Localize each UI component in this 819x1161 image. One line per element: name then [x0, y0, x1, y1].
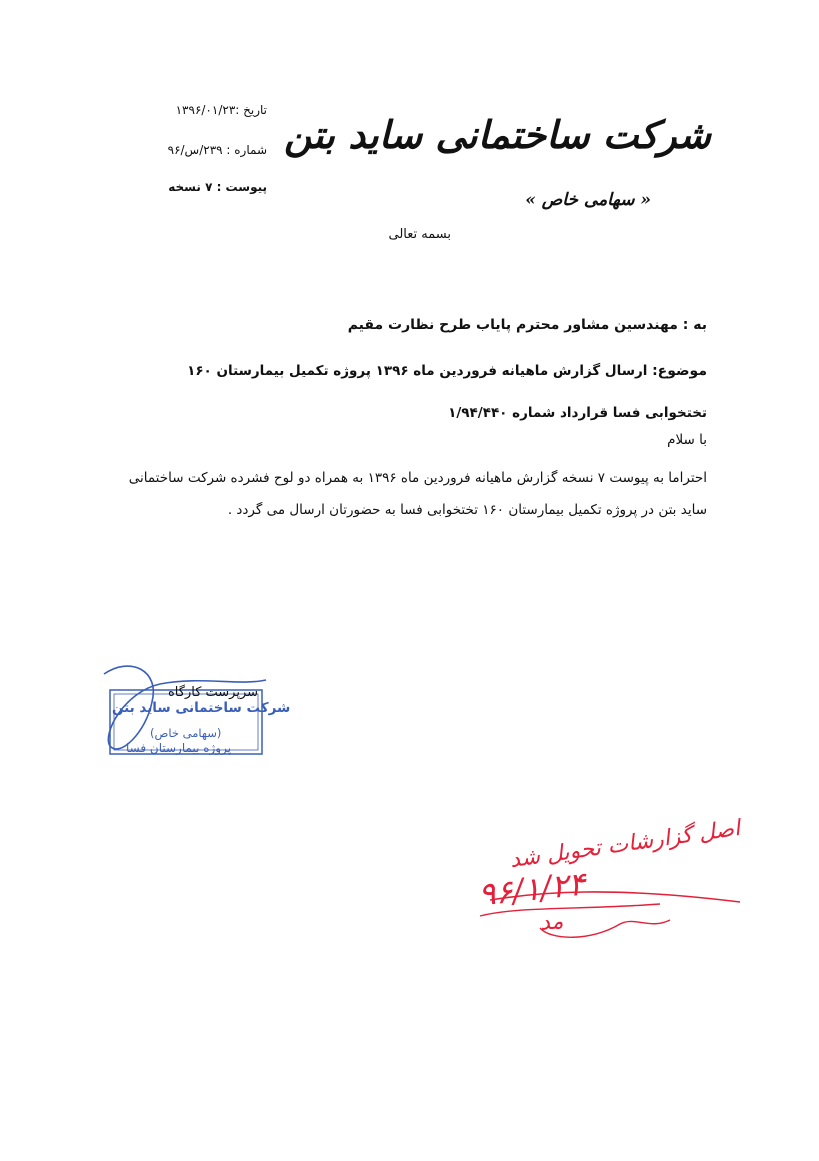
subject-text: ارسال گزارش ماهیانه فروردین ماه ۱۳۹۶ پروژه تکمیل بیمارستان ۱۶۰ تختخوابی فسا قرارداد شماره ۱/۹۴/۴۴۰	[187, 363, 707, 421]
stamp-project-name: پروژه بیمارستان فسا	[126, 741, 232, 755]
company-type: « سهامی خاص »	[525, 190, 651, 210]
handwritten-note: اصل گزارشات تحویل شد	[508, 815, 742, 874]
letter-date: تاریخ :۱۳۹۶/۰۱/۲۳	[175, 103, 267, 117]
letter-attachment: پیوست : ۷ نسخه	[168, 180, 267, 194]
stamp-title: سرپرست کارگاه	[168, 685, 259, 700]
letter-number: شماره : ۲۳۹/س/۹۶	[167, 143, 267, 157]
addressee: به : مهندسین مشاور محترم پایاب طرح نظارت مقیم	[347, 317, 707, 333]
stamp-company-type: (سهامی خاص)	[150, 726, 222, 740]
company-name: شرکت ساختمانی ساید بتن	[284, 112, 711, 157]
bismillah-heading: بسمه تعالی	[388, 227, 451, 242]
stamp-company-name: شرکت ساختمانی ساید بتن	[112, 700, 291, 716]
subject-block	[152, 350, 707, 434]
handwritten-extra: مد	[539, 909, 565, 936]
subject-label: موضوع:	[652, 363, 707, 379]
handwritten-date: ۹۶/۱/۲۴	[476, 864, 588, 914]
greeting: با سلام	[667, 432, 707, 448]
letter-body: احتراما به پیوست ۷ نسخه گزارش ماهیانه فروردین ماه ۱۳۹۶ به همراه دو لوح فشرده شرکت ساختمانی ساید بتن در پروژه تکمیل بیمارستان ۱۶۰ تختخوابی فسا به حضورتان ارسال می گردد .	[128, 470, 707, 518]
